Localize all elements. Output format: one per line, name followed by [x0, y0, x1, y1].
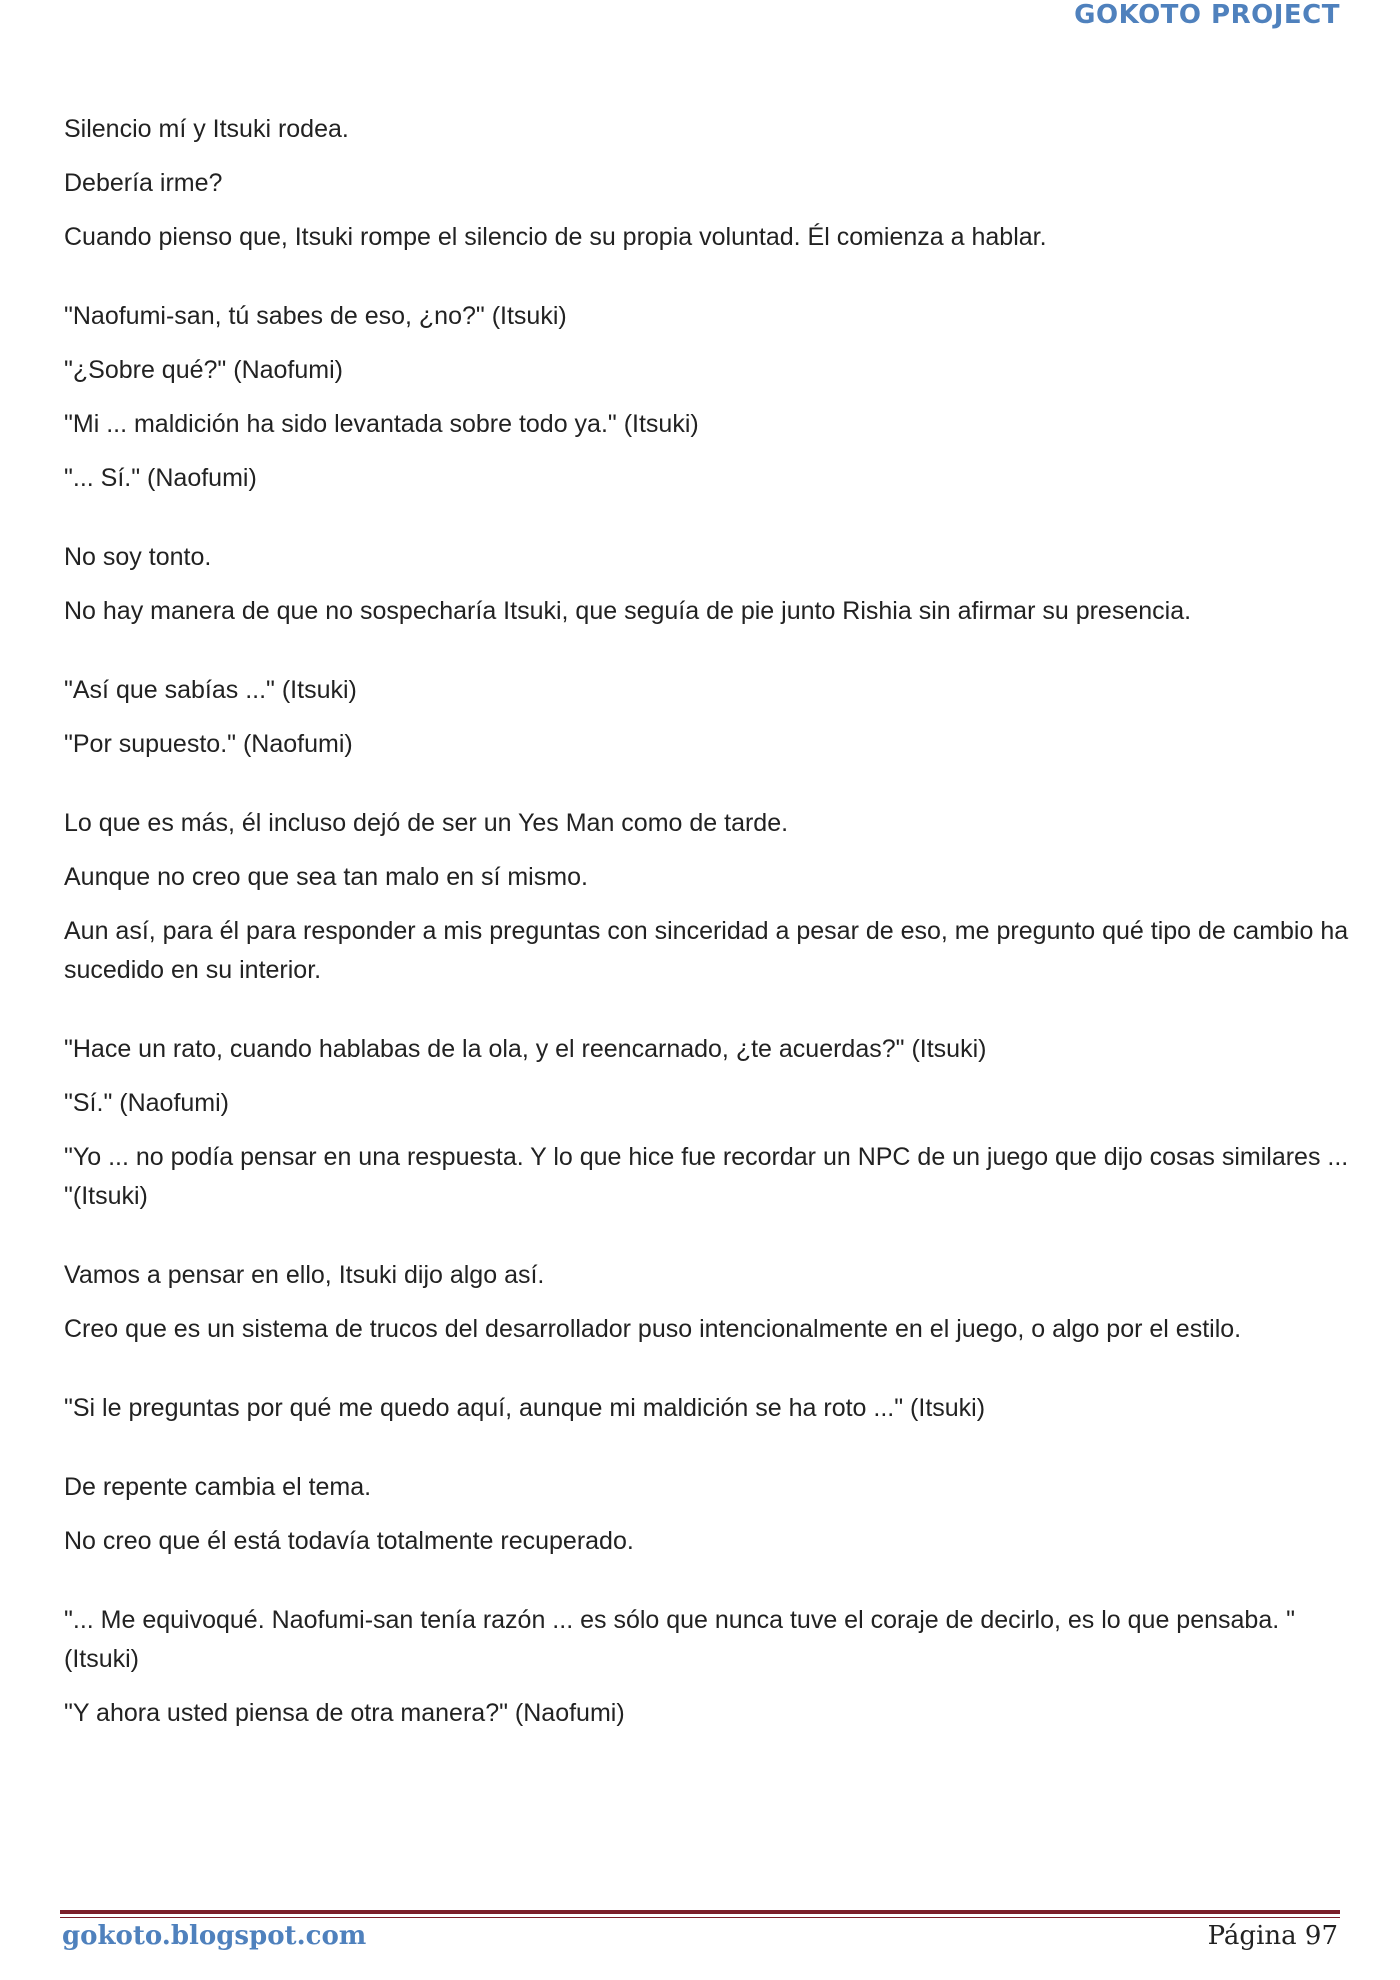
paragraph: "Y ahora usted piensa de otra manera?" (Naofumi) [64, 1699, 625, 1727]
paragraph: "Yo ... no podía pensar en una respuesta. Y lo que hice fue recordar un NPC de un juego que dijo cosas similares ... "(Itsuki) [64, 1143, 1349, 1210]
paragraph: Silencio mí y Itsuki rodea. [64, 115, 349, 143]
footer-rule-thin [60, 1917, 1340, 1918]
document-body [64, 110, 1354, 1748]
paragraph: Aun así, para él para responder a mis preguntas con sinceridad a pesar de eso, me pregunto qué tipo de cambio ha sucedido en su interior. [64, 917, 1349, 984]
paragraph: "Por supuesto." (Naofumi) [64, 730, 353, 758]
paragraph: Aunque no creo que sea tan malo en sí mismo. [64, 863, 588, 891]
paragraph: "¿Sobre qué?" (Naofumi) [64, 356, 343, 384]
paragraph: De repente cambia el tema. [64, 1473, 372, 1501]
header-title: GOKOTO PROJECT [1074, 0, 1340, 30]
paragraph: No creo que él está todavía totalmente recuperado. [64, 1527, 634, 1555]
paragraph: "Naofumi-san, tú sabes de eso, ¿no?" (Itsuki) [64, 302, 567, 330]
paragraph: "Así que sabías ..." (Itsuki) [64, 676, 357, 704]
paragraph: Vamos a pensar en ello, Itsuki dijo algo así. [64, 1261, 545, 1289]
paragraph: Debería irme? [64, 169, 223, 197]
paragraph: "Mi ... maldición ha sido levantada sobre todo ya." (Itsuki) [64, 410, 699, 438]
paragraph: "Si le preguntas por qué me quedo aquí, aunque mi maldición se ha roto ..." (Itsuki) [64, 1394, 986, 1422]
footer-rule [60, 1910, 1340, 1914]
paragraph: No hay manera de que no sospecharía Itsuki, que seguía de pie junto Rishia sin afirmar su presencia. [64, 597, 1192, 625]
paragraph: Cuando pienso que, Itsuki rompe el silencio de su propia voluntad. Él comienza a hablar. [64, 223, 1047, 251]
paragraph: "Hace un rato, cuando hablabas de la ola, y el reencarnado, ¿te acuerdas?" (Itsuki) [64, 1035, 987, 1063]
paragraph: "... Sí." (Naofumi) [64, 464, 257, 492]
paragraph: Lo que es más, él incluso dejó de ser un Yes Man como de tarde. [64, 809, 789, 837]
paragraph: No soy tonto. [64, 543, 212, 571]
paragraph: "... Me equivoqué. Naofumi-san tenía razón ... es sólo que nunca tuve el coraje de decirlo, es lo que pensaba. "(Itsuki) [64, 1606, 1295, 1673]
footer-site-link[interactable]: gokoto.blogspot.com [62, 1921, 367, 1951]
page-number: Página 97 [1207, 1921, 1338, 1951]
paragraph: "Sí." (Naofumi) [64, 1089, 230, 1117]
paragraph: Creo que es un sistema de trucos del desarrollador puso intencionalmente en el juego, o algo por el estilo. [64, 1315, 1242, 1343]
